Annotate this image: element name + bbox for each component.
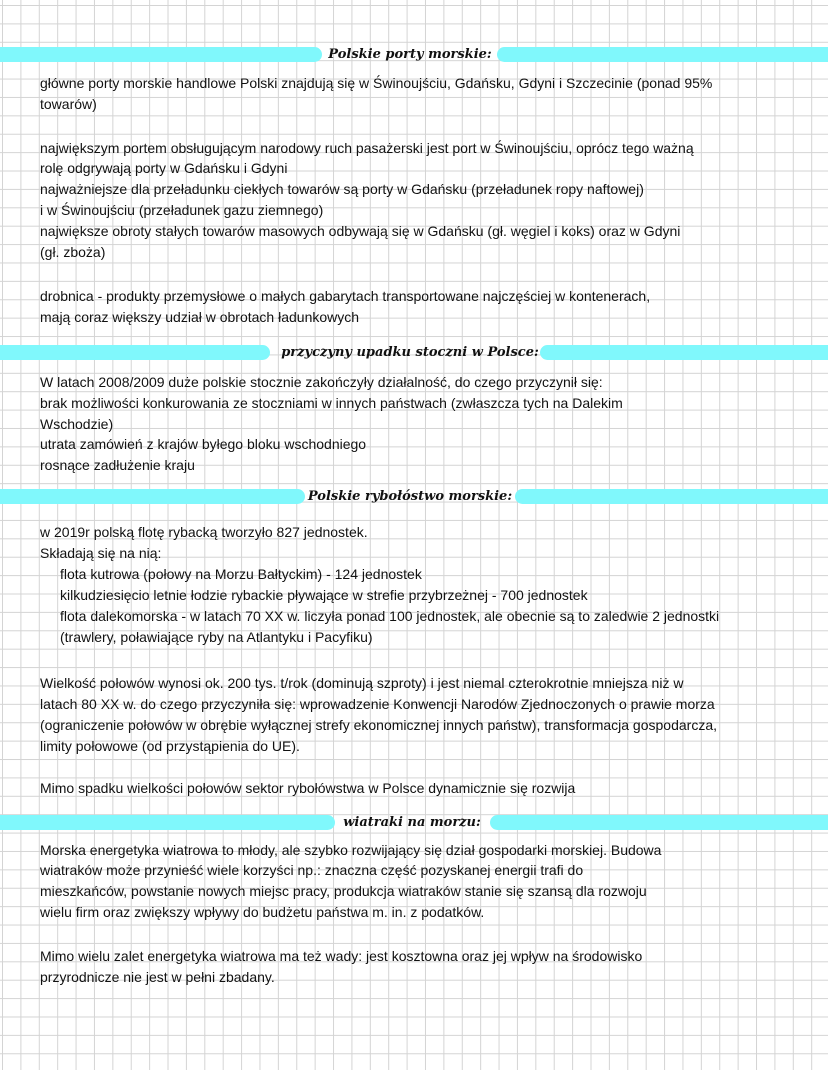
text-line: mają coraz większy udział w obrotach ładunkowych [40,309,360,325]
header-bar-left [0,345,270,360]
text-line: brak możliwości konkurowania ze stoczniami w innych państwach (zwłaszcza tych na Dalekim [40,395,623,411]
text-line: mieszkańców, powstanie nowych miejsc pracy, produkcja wiatraków stanie się szansą dla rozwoju [40,883,647,899]
text-line: Mimo wielu zalet energetyka wiatrowa ma też wady: jest kosztowna oraz jej wpływ na środowisko [40,948,643,964]
header-bar-right [540,345,828,360]
text-line: rosnące zadłużenie kraju [40,457,195,473]
text-line: i w Świnoujściu (przeładunek gazu ziemnego) [40,202,324,218]
text-line: w 2019r polską flotę rybacką tworzyło 827 jednostek. [40,524,368,540]
header-bar-right [515,489,828,504]
text-line: Mimo spadku wielkości połowów sektor rybołówstwa w Polsce dynamicznie się rozwija [40,780,576,796]
text-line: flota kutrowa (połowy na Morzu Bałtyckim) - 124 jednostek [60,566,422,582]
text-line: W latach 2008/2009 duże polskie stocznie zakończyły działalność, do czego przyczynił się: [40,374,603,390]
text-line: flota dalekomorska - w latach 70 XX w. liczyła ponad 100 jednostek, ale obecnie są to zaledwie 2 jednostki [60,608,720,624]
text-line: utrata zamówień z krajów byłego bloku wschodniego [40,436,367,452]
header-bar-left [0,47,322,62]
text-line: rolę odgrywają porty w Gdańsku i Gdyni [40,160,288,176]
text-line: wiatraków może przynieść wiele korzyści np.: znaczna część pozyskanej energii trafi do [40,862,584,878]
text-line: największym portem obsługującym narodowy ruch pasażerski jest port w Świnoujściu, oprócz tego ważną [40,140,694,156]
text-line: Wschodzie) [40,416,114,432]
text-line: Wielkość połowów wynosi ok. 200 tys. t/rok (dominują szproty) i jest niemal czterokrotnie mniejsza niż w [40,675,684,691]
text-line: najważniejsze dla przeładunku ciekłych towarów są porty w Gdańsku (przeładunek ropy naftowej) [40,181,644,197]
text-line: (trawlery, poławiające ryby na Atlantyku i Pacyfiku) [60,629,373,645]
text-line: największe obroty stałych towarów masowych odbywają się w Gdańsku (gł. węgiel i koks) oraz w Gdyni [40,223,681,239]
text-line: wielu firm oraz zwiększy wpływy do budżetu państwa m. in. z podatków. [40,904,485,920]
section-title: wiatraki na morzu: [343,815,481,830]
text-line: drobnica - produkty przemysłowe o małych gabarytach transportowane najczęściej w kontenerach, [40,288,651,304]
text-line: latach 80 XX w. do czego przyczyniła się: wprowadzenie Konwencji Narodów Zjednoczonych o prawie morza [40,696,715,712]
text-line: przyrodnicze nie jest w pełni zbadany. [40,969,275,985]
text-line: Morska energetyka wiatrowa to młody, ale szybko rozwijający się dział gospodarki morskiej. Budowa [40,842,662,858]
header-bar-right [497,47,828,62]
header-bar-right [490,815,828,830]
text-line: kilkudziesięcio letnie łodzie rybackie pływające w strefie przybrzeżnej - 700 jednostek [60,587,588,603]
text-line: (ograniczenie połowów w obrębie wyłącznej strefy ekonomicznej innych państw), transformacja gospodarcza, [40,717,717,733]
text-line: towarów) [40,96,97,112]
text-line: Składają się na nią: [40,545,162,561]
text-line: limity połowowe (od przystąpienia do UE). [40,738,300,754]
section-title: przyczyny upadku stoczni w Polsce: [281,345,539,360]
header-bar-left [0,489,305,504]
section-title: Polskie porty morskie: [328,47,492,62]
header-bar-left [0,815,335,830]
text-line: (gł. zboża) [40,244,106,260]
text-line: główne porty morskie handlowe Polski znajdują się w Świnoujściu, Gdańsku, Gdyni i Szczecinie (ponad 95% [40,75,713,91]
section-title: Polskie rybołóstwo morskie: [307,489,513,504]
